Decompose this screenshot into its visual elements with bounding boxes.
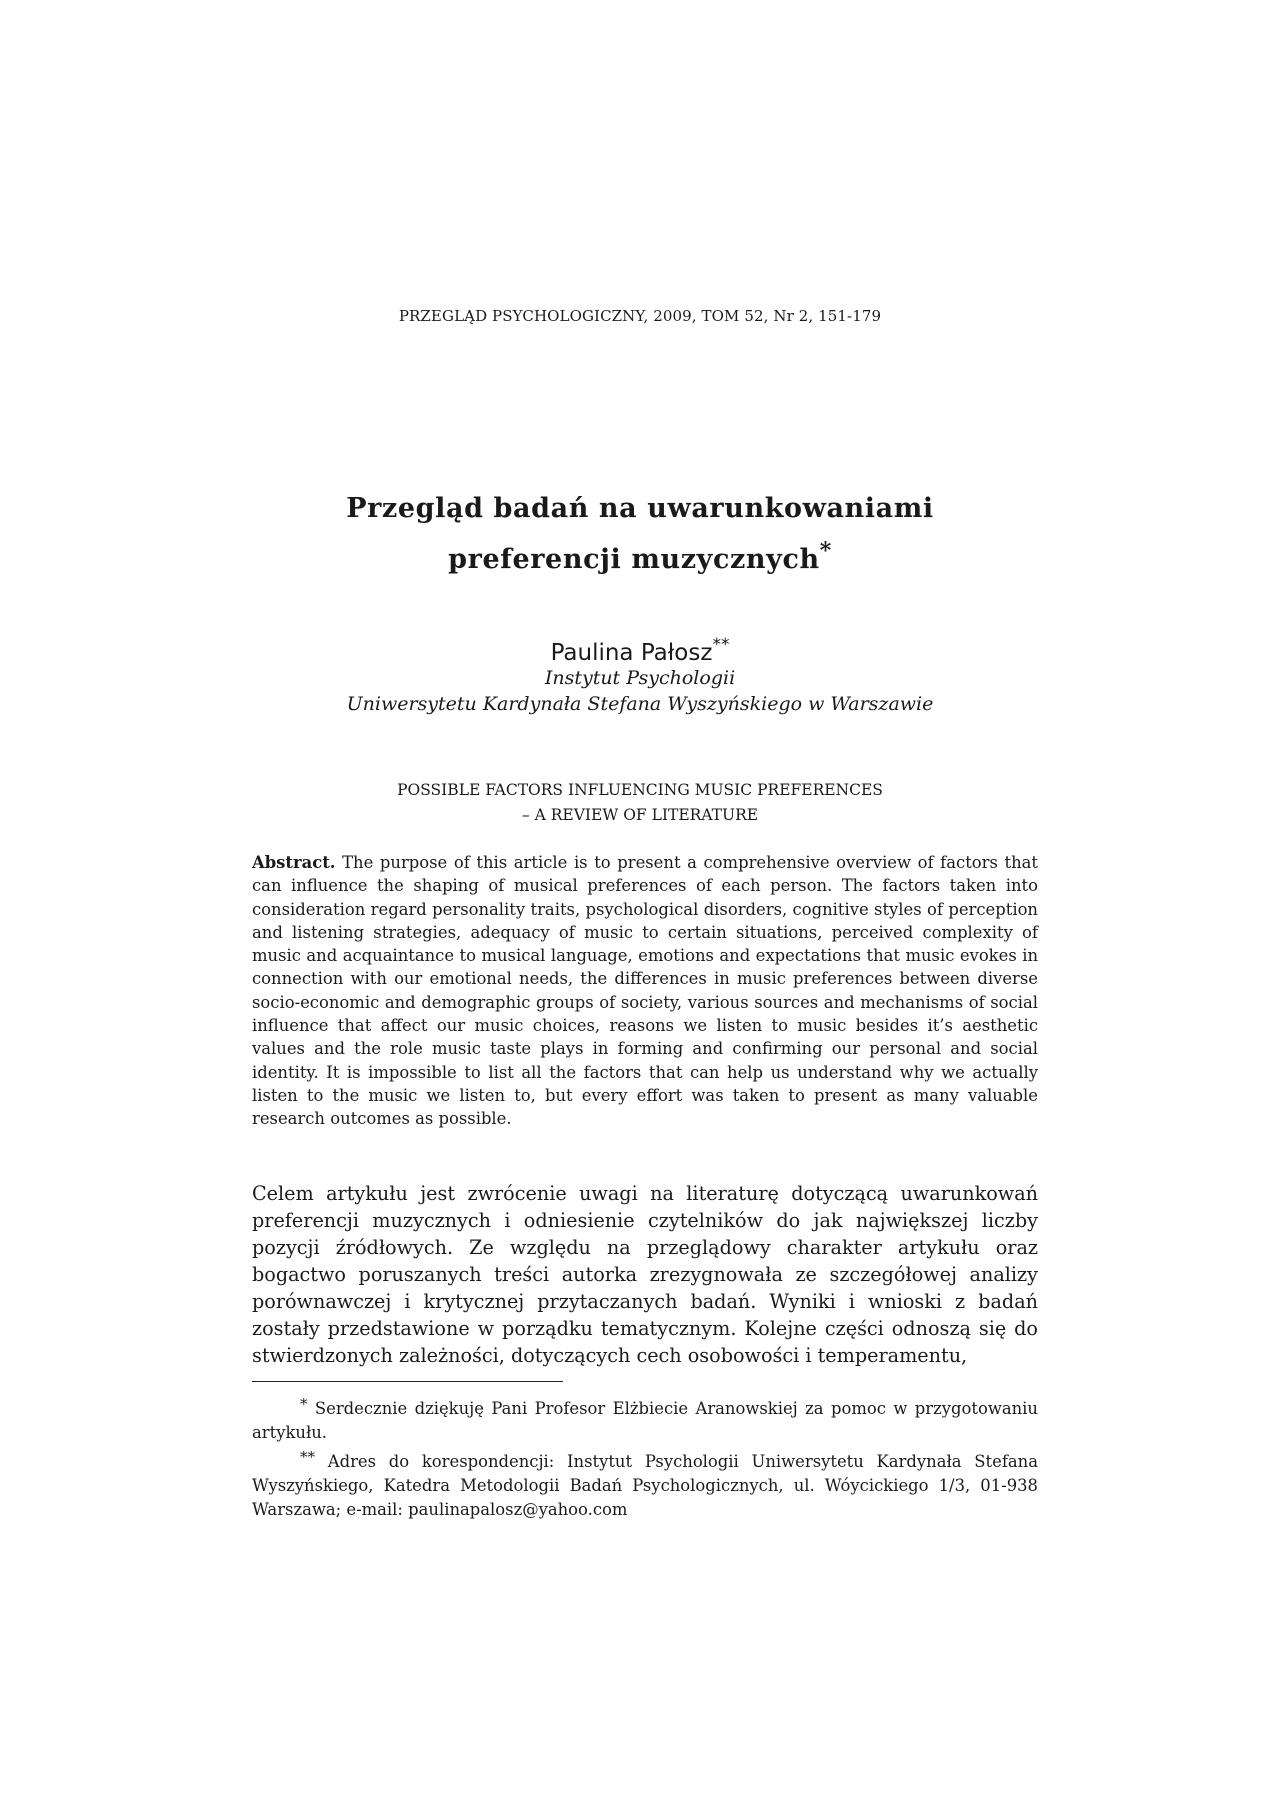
author-name-text: Paulina Pałosz	[550, 640, 713, 666]
footnote-1	[252, 1392, 1038, 1445]
footnote-2-text: Adres do korespondencji: Instytut Psychologii Uniwersytetu Kardynała Stefana Wyszyńskiego, Katedra Metodologii Badań Psychologicznych, ul. Wóycickiego 1/3, 01-938 Warszawa; e-mail: paulinapalosz@yahoo.com	[252, 1452, 1038, 1519]
english-title-line-1: POSSIBLE FACTORS INFLUENCING MUSIC PREFERENCES	[397, 781, 883, 799]
affiliation-line-2: Uniwersytetu Kardynała Stefana Wyszyńskiego w Warszawie	[346, 693, 934, 715]
journal-header: PRZEGLĄD PSYCHOLOGICZNY, 2009, TOM 52, Nr 2, 151-179	[398, 307, 882, 325]
footnote-2	[252, 1445, 1038, 1522]
footnote-2-mark: **	[300, 1448, 315, 1466]
footnote-1-text: Serdecznie dziękuję Pani Profesor Elżbiecie Aranowskiej za pomoc w przygotowaniu artykułu.	[252, 1399, 1038, 1442]
title-line-2-text: preferencji muzycznych	[448, 544, 820, 575]
article-title	[0, 488, 1280, 581]
abstract-text: The purpose of this article is to present a comprehensive overview of factors that can influence the shaping of musical preferences of each person. The factors taken into consideration regard personality traits, psychological disorders, cognitive styles of perception and listening strategies, adequacy of music to certain situations, perceived complexity of music and acquaintance to musical language, emotions and expectations that music evokes in connection with our emotional needs, the differences in music preferences between diverse socio-economic and demographic groups of society, various sources and mechanisms of social influence that affect our music choices, reasons we listen to music besides it’s aesthetic values and the role music taste plays in forming and confirming our personal and social identity. It is impossible to list all the factors that can help us understand why we actually listen to the music we listen to, but every effort was taken to present as many valuable research outcomes as possible.	[252, 853, 1038, 1129]
abstract-label: Abstract.	[252, 853, 336, 872]
title-line-1: Przegląd badań na uwarunkowaniami	[346, 493, 934, 524]
footnote-1-mark: *	[300, 1395, 308, 1413]
author-name	[0, 635, 1280, 666]
footnote-divider	[252, 1381, 563, 1382]
title-footnote-mark: *	[819, 538, 832, 564]
footnotes	[252, 1392, 1038, 1522]
english-title-line-2: – A REVIEW OF LITERATURE	[521, 806, 759, 824]
affiliation-line-1: Instytut Psychologii	[544, 667, 736, 689]
abstract	[252, 851, 1038, 1131]
author-footnote-mark: **	[712, 635, 730, 655]
title-line-2	[0, 530, 1280, 581]
body-paragraph: Celem artykułu jest zwrócenie uwagi na literaturę dotyczącą uwarunkowań preferencji muzycznych i odniesienie czytelników do jak największej liczby pozycji źródłowych. Ze względu na przeglądowy charakter artykułu oraz bogactwo poruszanych treści autorka zrezygnowała ze szczegółowej analizy porównawczej i krytycznej przytaczanych badań. Wyniki i wnioski z badań zostały przedstawione w porządku tematycznym. Kolejne części odnoszą się do stwierdzonych zależności, dotyczących cech osobowości i temperamentu,	[252, 1182, 1038, 1367]
